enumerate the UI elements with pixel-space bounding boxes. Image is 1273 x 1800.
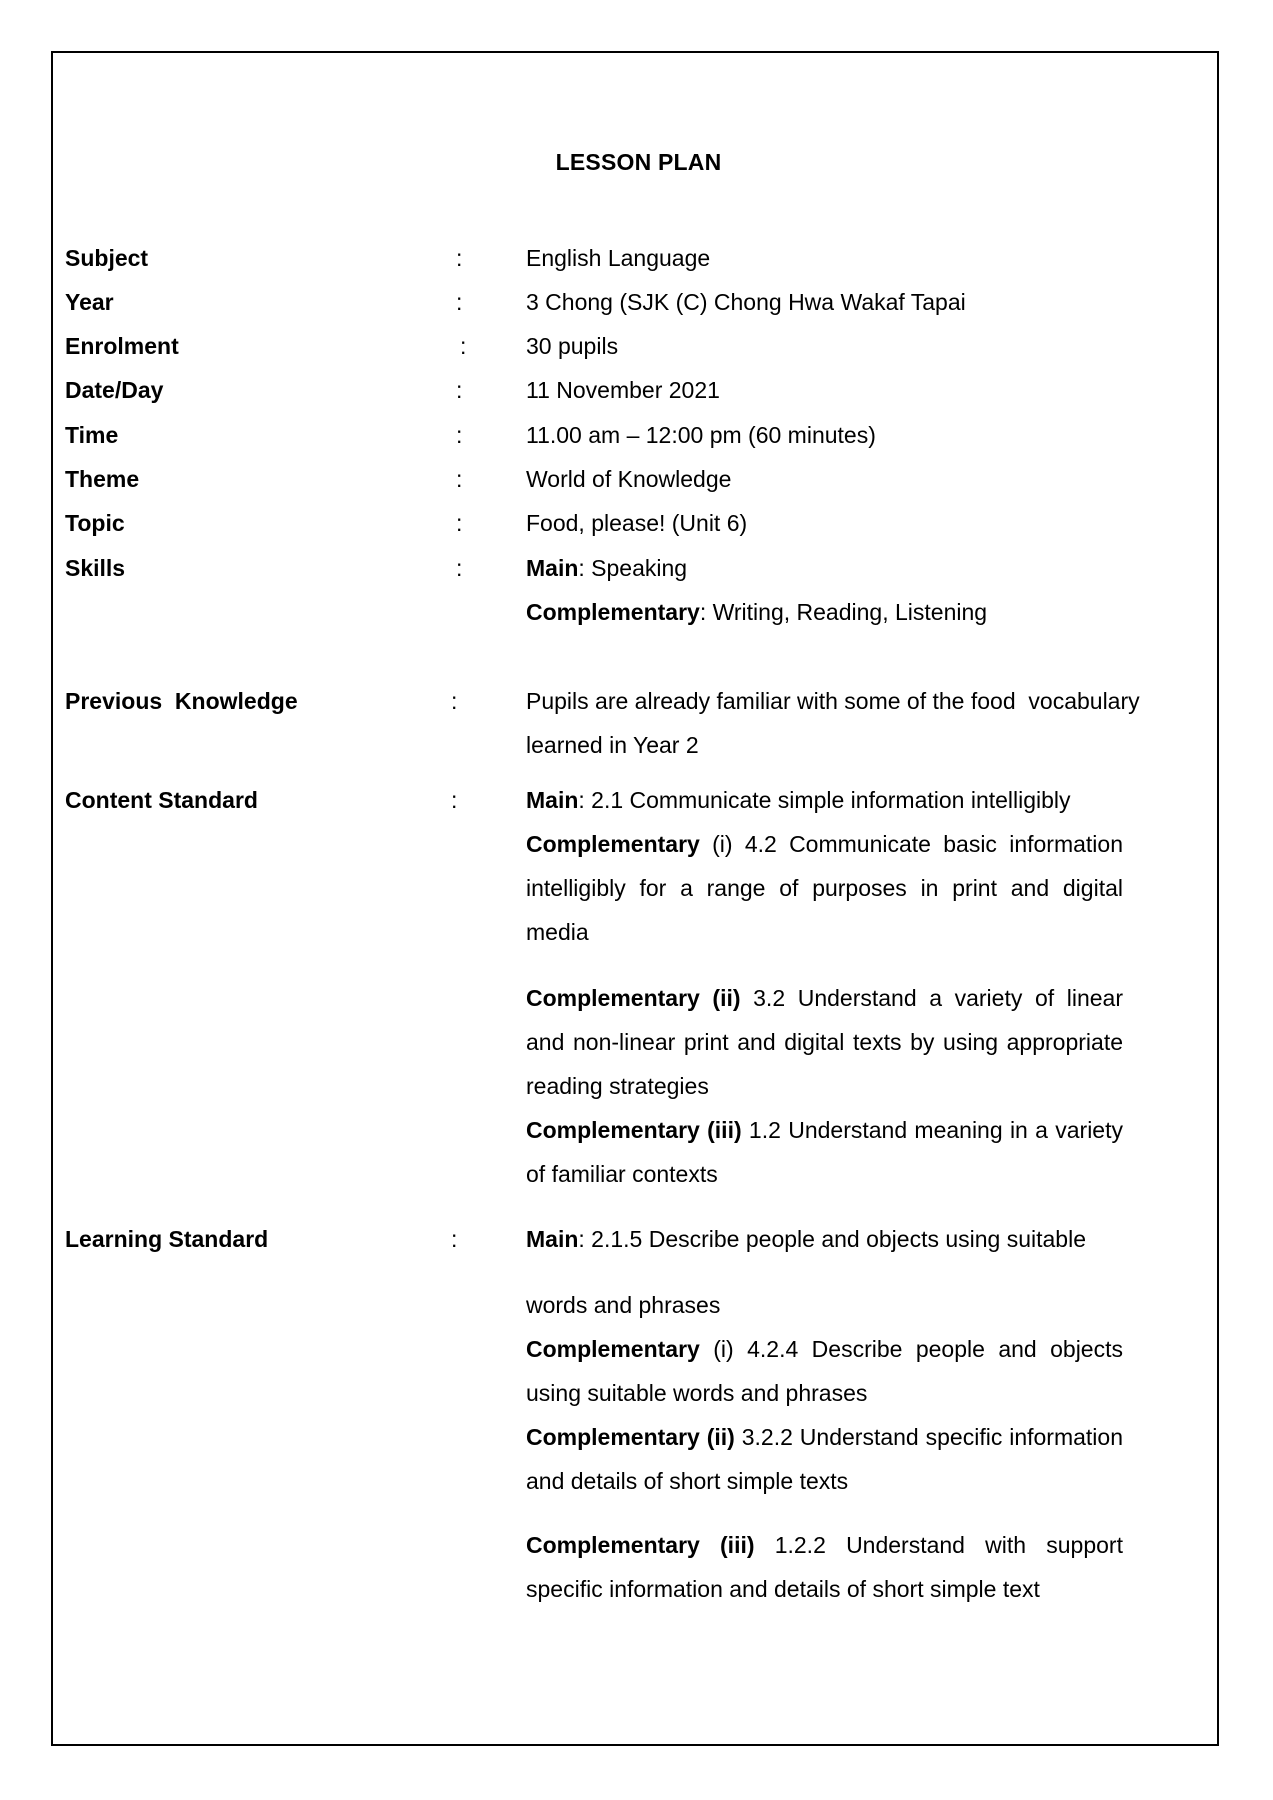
learning-main-value-cont: words and phrases (526, 1292, 721, 1318)
learning-comp-1-value: (i) 4.2.4 Describe people and objects using suitable words and phrases (526, 1336, 1123, 1406)
field-separator: : (451, 688, 458, 714)
field-label: Enrolment (65, 333, 179, 359)
learning-comp-2 (526, 1415, 1123, 1503)
field-label: Skills (65, 555, 126, 581)
field-value-enrolment: 30 pupils (526, 333, 619, 359)
field-value-content-standard (526, 778, 1123, 1196)
field-separator: : (456, 289, 463, 315)
field-label: Time (65, 422, 119, 448)
field-label: Date/Day (65, 377, 164, 403)
field-label: Year (65, 289, 114, 315)
field-value-year: 3 Chong (SJK (C) Chong Hwa Wakaf Tapai (526, 289, 966, 315)
content-main (526, 778, 1123, 822)
field-separator: : (456, 377, 463, 403)
field-separator: : (451, 787, 458, 813)
field-value-topic: Food, please! (Unit 6) (526, 510, 748, 536)
field-label: Learning Standard (65, 1226, 269, 1252)
skills-main (526, 546, 987, 590)
content-comp-3-value: 1.2 Understand meaning in a variety of familiar contexts (526, 1117, 1123, 1187)
learning-comp-1-label: Complementary (526, 1336, 700, 1362)
field-value-time: 11.00 am – 12:00 pm (60 minutes) (526, 422, 876, 448)
content-comp-2 (526, 976, 1123, 1108)
document-title (0, 149, 1273, 176)
field-label: Previous Knowledge (65, 688, 298, 714)
field-value-theme: World of Knowledge (526, 466, 732, 492)
content-comp-1 (526, 822, 1123, 954)
content-comp-1-label: Complementary (526, 831, 700, 857)
content-comp-1-value: (i) 4.2 Communicate basic information intelligibly for a range of purposes in print and digital media (526, 831, 1123, 945)
learning-comp-3-label: Complementary (iii) (526, 1532, 755, 1558)
skills-main-label: Main (526, 555, 579, 581)
field-value-date: 11 November 2021 (526, 377, 720, 403)
content-main-value: : 2.1 Communicate simple information intelligibly (578, 787, 1071, 813)
field-separator: : (451, 1226, 458, 1252)
skills-main-value: : Speaking (578, 555, 688, 581)
learning-main-label: Main (526, 1226, 579, 1252)
content-main-label: Main (526, 787, 579, 813)
learning-main (526, 1217, 1123, 1261)
field-separator: : (456, 510, 463, 536)
field-label: Topic (65, 510, 125, 536)
field-value-previous-knowledge (526, 679, 1140, 767)
previous-knowledge-line: learned in Year 2 (526, 732, 699, 758)
learning-comp-2-label: Complementary (ii) (526, 1424, 735, 1450)
title-text: LESSON PLAN (555, 149, 722, 175)
field-separator: : (460, 333, 467, 359)
skills-comp-value: : Writing, Reading, Listening (699, 599, 988, 625)
skills-comp-label: Complementary (526, 599, 700, 625)
content-comp-3-label: Complementary (iii) (526, 1117, 742, 1143)
field-label: Theme (65, 466, 140, 492)
learning-main-value: : 2.1.5 Describe people and objects using suitable (578, 1226, 1086, 1252)
field-label: Subject (65, 245, 149, 271)
content-comp-2-label: Complementary (ii) (526, 985, 741, 1011)
learning-comp-2-value: 3.2.2 Understand specific information and details of short simple texts (526, 1424, 1123, 1494)
field-separator: : (456, 422, 463, 448)
field-separator: : (456, 466, 463, 492)
learning-comp-3 (526, 1523, 1123, 1611)
skills-complementary (526, 590, 987, 634)
learning-comp-3-value: 1.2.2 Understand with support specific information and details of short simple text (526, 1532, 1123, 1602)
content-comp-3 (526, 1108, 1123, 1196)
content-comp-2-value: 3.2 Understand a variety of linear and non-linear print and digital texts by using appropriate reading strategies (526, 985, 1123, 1099)
field-value-subject: English Language (526, 245, 711, 271)
previous-knowledge-line: Pupils are already familiar with some of the food vocabulary (526, 688, 1140, 714)
field-value-learning-standard (526, 1217, 1123, 1611)
field-separator: : (456, 555, 463, 581)
field-value-skills (526, 546, 987, 634)
field-separator: : (456, 245, 463, 271)
field-label: Content Standard (65, 787, 258, 813)
learning-comp-1 (526, 1327, 1123, 1415)
